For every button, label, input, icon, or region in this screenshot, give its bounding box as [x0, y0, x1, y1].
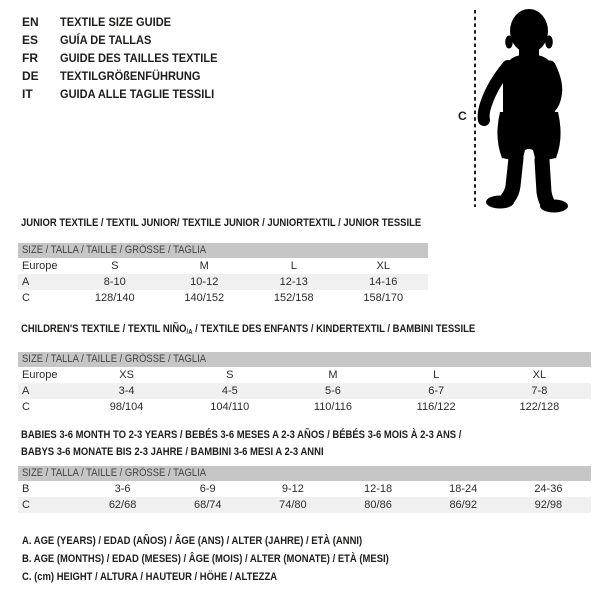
cell: 7-8	[488, 383, 591, 399]
cell: M	[199, 260, 209, 272]
cell: 92/98	[506, 497, 591, 513]
table-row	[18, 274, 428, 290]
cell: 6-7	[385, 383, 488, 399]
toddler-silhouette-icon	[450, 0, 600, 215]
lang-row-en	[22, 13, 231, 31]
lang-row-es	[22, 31, 231, 49]
note-a-text: A. AGE (YEARS) / EDAD (AÑOS) / ÂGE (ANS) / ALTER (JAHRE) / ETÀ (ANNI)	[22, 535, 363, 547]
lang-row-de	[22, 67, 231, 85]
title-part: / TEXTILE DES ENFANTS / KINDERTEXTIL / BAMBINI TESSILE	[192, 323, 476, 335]
table-row	[18, 481, 591, 497]
cell: 158/170	[363, 292, 404, 304]
cell: 18-24	[449, 483, 478, 495]
cell: 6-9	[199, 483, 216, 495]
cell: 128/140	[94, 292, 135, 304]
cell: 10-12	[160, 274, 250, 290]
babies-table-title	[21, 427, 533, 461]
cell: A	[18, 274, 70, 290]
toddler-body-shape	[484, 9, 568, 213]
lang-row-it	[22, 85, 231, 103]
cell: 116/122	[416, 401, 456, 413]
lang-code: FR	[22, 51, 38, 65]
cell: C	[22, 401, 30, 413]
measure-label: C	[458, 109, 467, 123]
cell: 8-10	[70, 274, 160, 290]
note-b	[22, 553, 449, 571]
size-header-label: SIZE / TALLA / TAILLE / GRÖSSE / TAGLIA	[22, 353, 207, 365]
cell: C	[18, 497, 80, 513]
note-b-text: B. AGE (MONTHS) / EDAD (MESES) / ÂGE (MOIS) / ALTER (MONATE) / ETÀ (MESI)	[22, 553, 389, 565]
cell: S	[226, 369, 234, 381]
lang-title: TEXTILGRÖßENFÜHRUNG	[60, 69, 201, 83]
cell: C	[22, 292, 30, 304]
lang-code: ES	[22, 33, 39, 47]
cell: XS	[119, 369, 134, 381]
title-part: CHILDREN'S TEXTILE / TEXTIL NIÑO	[21, 323, 187, 335]
cell: 24-36	[534, 483, 563, 495]
cell: M	[328, 369, 338, 381]
size-header-bar	[18, 352, 591, 367]
lang-title: GUÍA DE TALLAS	[60, 33, 152, 47]
babies-title-line2: BABYS 3-6 MONATE BIS 2-3 JAHRE / BAMBINI 3-6 MESI A 2-3 ANNI	[21, 446, 324, 458]
size-header-bar	[18, 466, 591, 481]
cell: L	[433, 369, 440, 381]
table-row	[18, 290, 428, 306]
cell: 12-18	[363, 483, 393, 495]
children-table-title-text	[21, 321, 475, 341]
cell: 104/110	[210, 401, 250, 413]
cell: 68/74	[165, 497, 250, 513]
lang-code: DE	[22, 69, 39, 83]
cell: B	[22, 483, 30, 495]
cell: XL	[376, 260, 390, 272]
lang-title: GUIDA ALLE TAGLIE TESSILI	[60, 87, 215, 101]
cell: 80/86	[335, 497, 420, 513]
cell: 110/116	[313, 401, 353, 413]
cell: 74/80	[250, 497, 335, 513]
lang-code: IT	[22, 87, 33, 101]
cell: 122/128	[519, 401, 560, 413]
junior-table	[18, 258, 428, 306]
cell: 98/104	[109, 401, 144, 413]
title-subscript: /A	[186, 329, 193, 336]
language-heading-list	[22, 13, 231, 103]
junior-table-title-text: JUNIOR TEXTILE / TEXTIL JUNIOR/ TEXTILE JUNIOR / JUNIORTEXTIL / JUNIOR TESSILE	[21, 217, 422, 229]
cell: Europe	[22, 260, 58, 272]
cell: 3-6	[114, 483, 131, 495]
size-header-label: SIZE / TALLA / TAILLE / GRÖSSE / TAGLIA	[22, 244, 207, 256]
cell: 140/152	[184, 292, 225, 304]
children-size-table	[18, 352, 591, 415]
cell: 3-4	[75, 383, 178, 399]
cell: 5-6	[281, 383, 384, 399]
legend-notes	[22, 535, 449, 589]
cell: 14-16	[339, 274, 429, 290]
babies-title-line1: BABIES 3-6 MONTH TO 2-3 YEARS / BEBÉS 3-6 MESES A 2-3 AÑOS / BÉBÉS 3-6 MOIS À 2-3 ANS /	[21, 429, 462, 441]
babies-size-table	[18, 466, 591, 513]
table-row	[18, 383, 591, 399]
height-measure-figure	[450, 0, 600, 215]
table-row	[18, 367, 591, 383]
table-row	[18, 497, 591, 513]
junior-size-table	[18, 243, 428, 306]
lang-code: EN	[22, 15, 39, 29]
cell: A	[18, 383, 75, 399]
children-table-title	[21, 321, 549, 341]
cell: 62/68	[80, 497, 165, 513]
cell: 4-5	[178, 383, 281, 399]
cell: L	[290, 260, 297, 272]
lang-row-fr	[22, 49, 231, 67]
babies-table	[18, 481, 591, 513]
table-row	[18, 258, 428, 274]
note-c-text: C. (cm) HEIGHT / ALTURA / HAUTEUR / HÖHE / ALTEZZA	[22, 571, 278, 583]
junior-table-title	[21, 215, 486, 232]
children-table	[18, 367, 591, 415]
note-a	[22, 535, 449, 553]
cell: S	[111, 260, 119, 272]
size-header-label: SIZE / TALLA / TAILLE / GRÖSSE / TAGLIA	[22, 467, 207, 479]
size-header-bar	[18, 243, 428, 258]
note-c	[22, 571, 449, 589]
cell: Europe	[22, 369, 58, 381]
cell: XL	[532, 369, 547, 381]
cell: 12-13	[249, 274, 339, 290]
cell: 152/158	[273, 292, 314, 304]
cell: 86/92	[421, 497, 506, 513]
cell: 9-12	[281, 483, 304, 495]
lang-title: TEXTILE SIZE GUIDE	[60, 15, 172, 29]
table-row	[18, 399, 591, 415]
lang-title: GUIDE DES TAILLES TEXTILE	[60, 51, 218, 65]
